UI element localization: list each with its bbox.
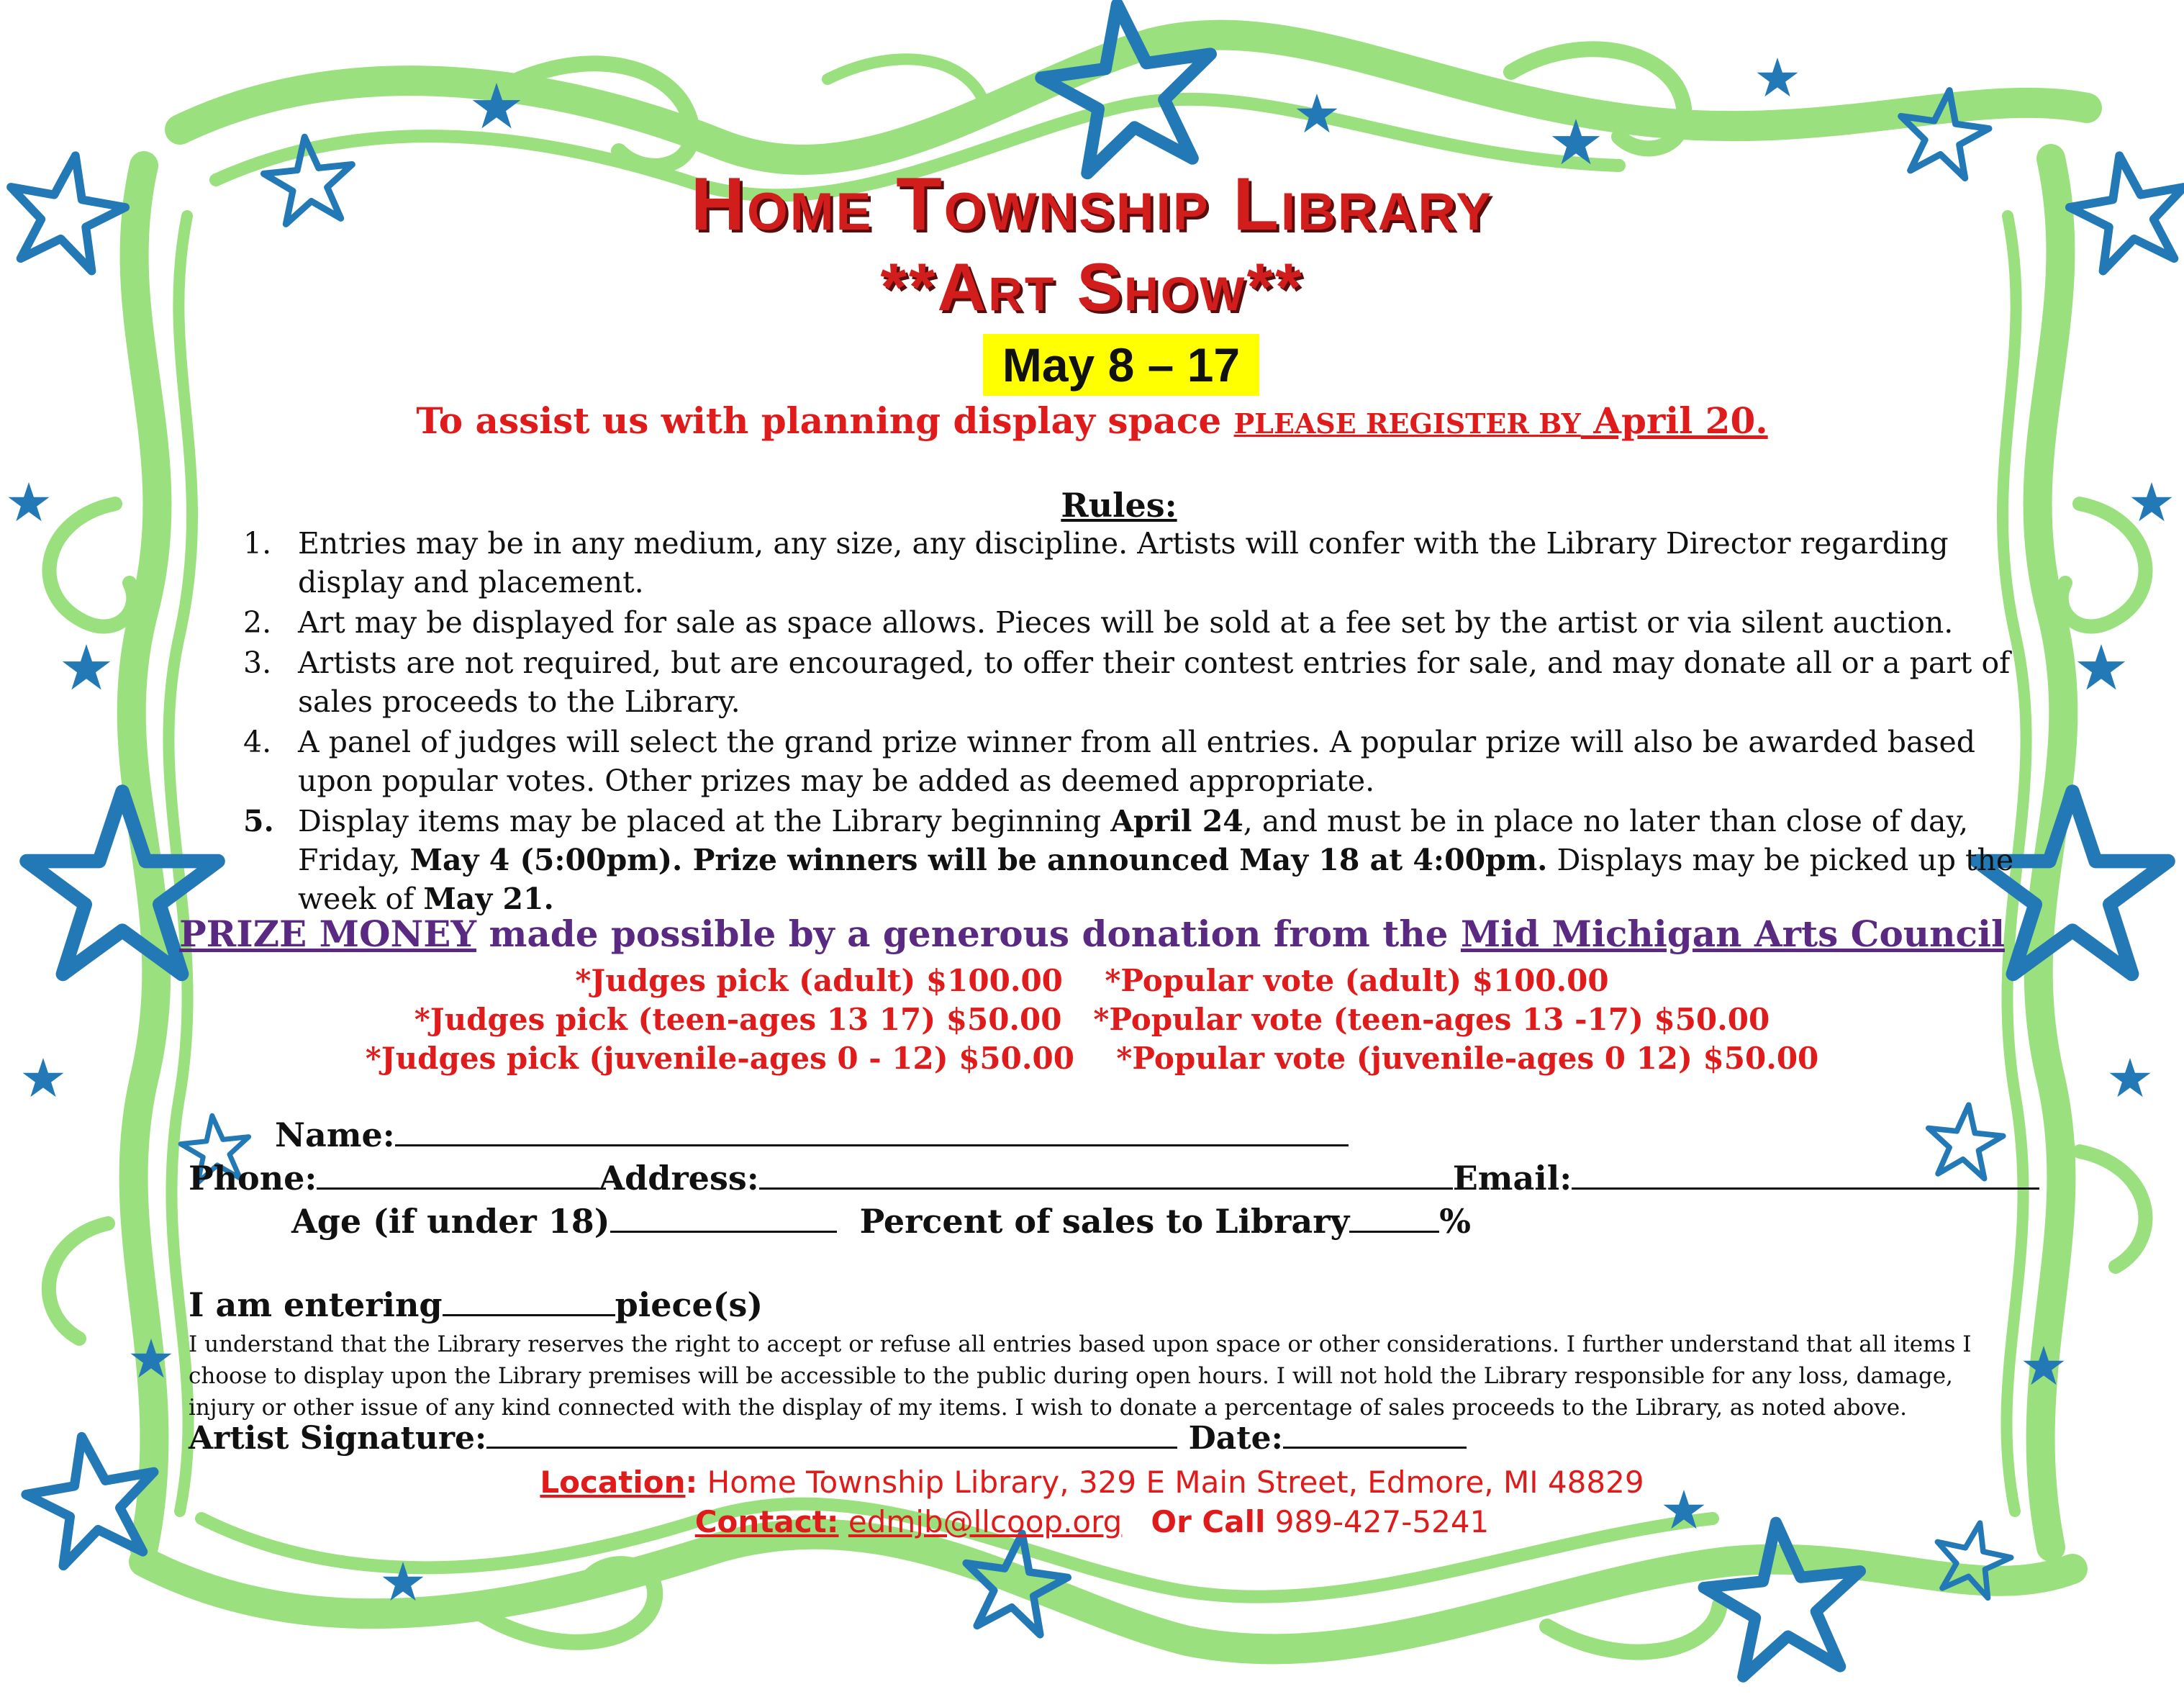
phone-field[interactable] xyxy=(317,1160,599,1190)
percent-label: Percent of sales to Library xyxy=(859,1202,1350,1241)
rule-item: 3. Artists are not required, but are encouraged, to offer their contest entries for sale, and may donate all or a part of sales proceeds to the Library. xyxy=(243,646,2011,719)
percent-field[interactable] xyxy=(1349,1203,1439,1233)
register-notice xyxy=(0,399,2184,442)
register-date: April 20. xyxy=(1580,399,1768,442)
register-by-label: PLEASE REGISTER BY xyxy=(1233,407,1581,440)
signature-label: Artist Signature: xyxy=(189,1420,487,1457)
age-field[interactable] xyxy=(610,1203,837,1233)
address-label: Address: xyxy=(599,1159,759,1198)
age-label: Age (if under 18) xyxy=(291,1202,610,1241)
contact-label: Contact: xyxy=(694,1504,839,1539)
prize-line-teen: *Judges pick (teen-ages 13 17) $50.00 *Popular vote (teen-ages 13 -17) $50.00 xyxy=(414,1002,1770,1037)
name-row xyxy=(275,1116,1349,1154)
email-field[interactable] xyxy=(1572,1160,2039,1190)
rules-list xyxy=(243,524,2021,920)
pieces-label: piece(s) xyxy=(615,1285,764,1324)
location-label: Location xyxy=(540,1465,686,1500)
prize-line-juvenile: *Judges pick (juvenile-ages 0 - 12) $50.00 *Popular vote (juvenile-ages 0 12) $50.00 xyxy=(365,1041,1819,1076)
event-dates: May 8 – 17 xyxy=(1002,338,1241,392)
contact-line xyxy=(0,1504,2184,1539)
prize-line-adult: *Judges pick (adult) $100.00 *Popular vote (adult) $100.00 xyxy=(575,963,1609,998)
contact-email-link[interactable]: edmjb@llcoop.org xyxy=(848,1504,1123,1539)
signature-row xyxy=(189,1419,1467,1457)
page-title: Home Township Library xyxy=(690,163,1494,246)
location-address: Home Township Library, 329 E Main Street, Edmore, MI 48829 xyxy=(697,1465,1644,1500)
name-field[interactable] xyxy=(395,1117,1349,1146)
name-label: Name: xyxy=(275,1116,395,1154)
entering-row xyxy=(189,1285,763,1324)
rule-item: 5. Display items may be placed at the Library beginning April 24, and must be in place no later than close of day, Friday, May 4 (5:00pm). Prize winners will be announced May 18 at 4:00pm. Displays may be picked up the week of May 21. xyxy=(243,804,2014,916)
register-prefix: To assist us with planning display space xyxy=(416,399,1234,442)
prize-money-heading: PRIZE MONEY made possible by a generous donation from the Mid Michigan Arts Council xyxy=(179,913,2005,955)
pieces-count-field[interactable] xyxy=(443,1287,615,1316)
entering-label: I am entering xyxy=(189,1285,443,1324)
page-subtitle: **Art Show** xyxy=(880,249,1304,325)
address-field[interactable] xyxy=(759,1160,1453,1190)
contact-row xyxy=(189,1159,2039,1198)
phone-label: Phone: xyxy=(189,1159,317,1198)
prize-money-label: PRIZE MONEY xyxy=(179,913,477,955)
date-field[interactable] xyxy=(1283,1419,1467,1449)
location-line: Location: Home Township Library, 329 E Main Street, Edmore, MI 48829 xyxy=(540,1465,1644,1500)
percent-sign: % xyxy=(1439,1202,1471,1241)
rule-item: 4. A panel of judges will select the grand prize winner from all entries. A popular prize will also be awarded based upon popular votes. Other prizes may be added as deemed appropriate. xyxy=(243,725,1976,798)
contact-phone: 989-427-5241 xyxy=(1265,1504,1490,1539)
disclaimer-text: I understand that the Library reserves the right to accept or refuse all entries based upon space or other considerations. I further understand that all items I choose to display upon the Library premises will be accessible to the public during open hours. I will not hold the Library responsible for any loss, damage, injury or other issue of any kind connected with the display of my items. I wish to donate a percentage of sales proceeds to the Library, as noted above. xyxy=(189,1331,1972,1421)
event-dates-highlight xyxy=(983,334,1259,396)
or-call-label: Or Call xyxy=(1151,1504,1266,1539)
rule-item: 2. Art may be displayed for sale as space allows. Pieces will be sold at a fee set by the artist or via silent auction. xyxy=(243,605,1954,640)
rules-heading: Rules: xyxy=(1061,486,1177,525)
arts-council-name: Mid Michigan Arts Council xyxy=(1460,913,2005,955)
rule-item: 1. Entries may be in any medium, any size, any discipline. Artists will confer with the Library Director regarding display and placement. xyxy=(243,526,1949,599)
email-label: Email: xyxy=(1452,1159,1572,1198)
age-percent-row xyxy=(291,1202,1471,1241)
signature-field[interactable] xyxy=(486,1419,1177,1449)
date-label: Date: xyxy=(1188,1420,1283,1457)
